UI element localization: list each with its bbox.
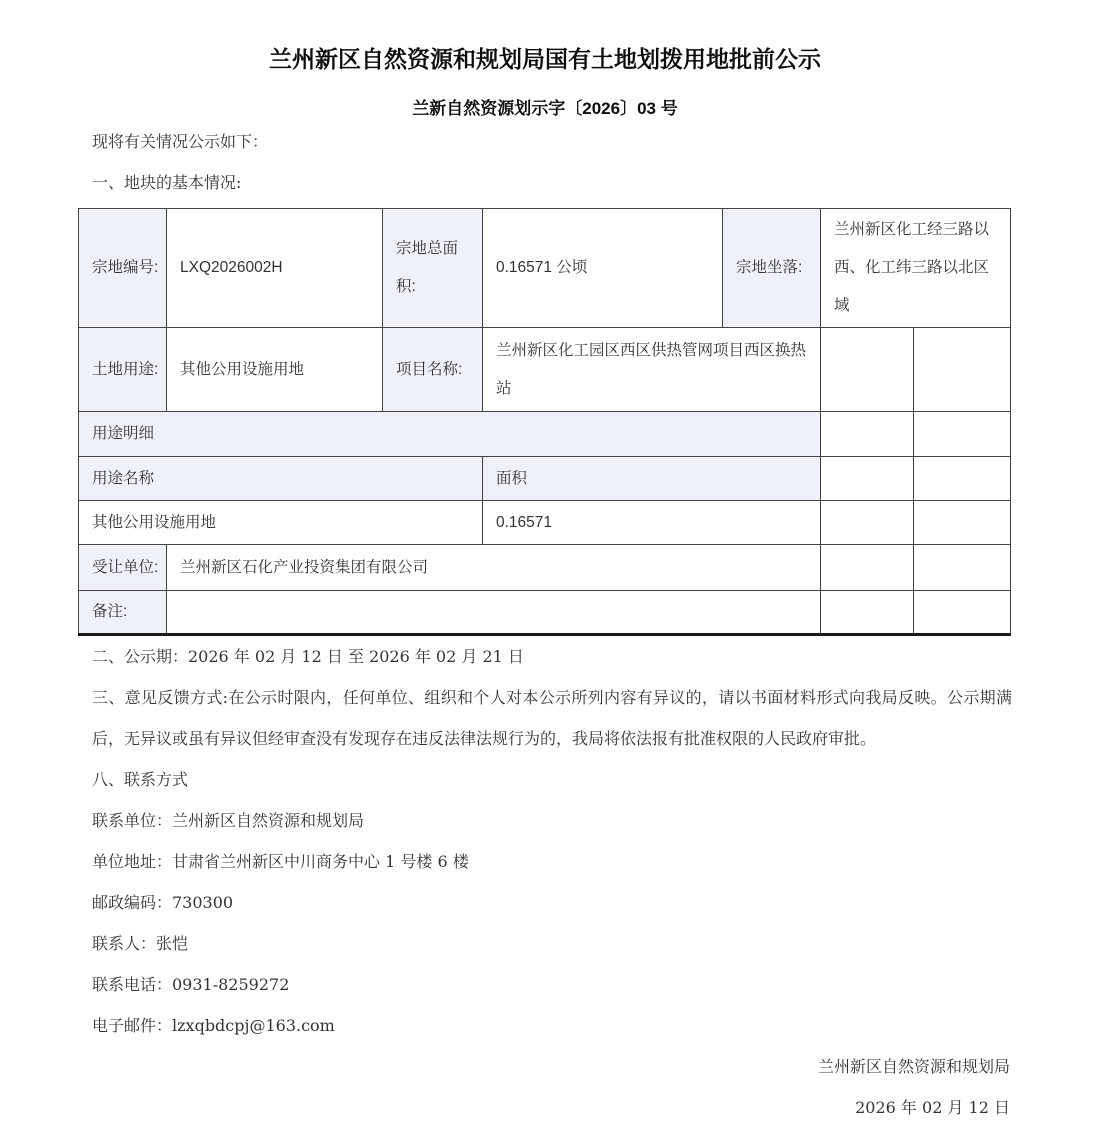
empty-cell — [914, 545, 1011, 591]
postal-code: 邮政编码：730300 — [92, 893, 234, 912]
empty-cell — [914, 591, 1011, 635]
total-area-label-cell: 宗地总面积: — [383, 209, 483, 328]
table-row — [79, 501, 1011, 545]
plot-number-label-cell: 宗地编号: — [79, 209, 167, 328]
grantee-cell: 兰州新区石化产业投资集团有限公司 — [167, 545, 821, 591]
doc-number: 兰新自然资源划示字〔2026〕03 号 — [412, 99, 678, 118]
publicity-period-text: 二、公示期：2026 年 02 月 12 日 至 2026 年 02 月 21 日 — [92, 647, 524, 666]
contact-heading: 八、联系方式 — [92, 770, 189, 789]
empty-cell — [914, 328, 1011, 412]
land-use-label-cell: 土地用途: — [79, 328, 167, 412]
table-row — [79, 591, 1011, 635]
empty-cell — [914, 501, 1011, 545]
land-use-cell: 其他公用设施用地 — [167, 328, 383, 412]
use-detail-header-cell: 用途明细 — [79, 412, 821, 457]
notice-document — [78, 0, 1012, 1128]
empty-cell — [821, 328, 914, 412]
table-row — [79, 545, 1011, 591]
remarks-value-cell — [167, 591, 821, 635]
remarks-label-cell: 备注: — [79, 591, 167, 635]
signature-date: 2026 年 02 月 12 日 — [855, 1098, 1010, 1117]
use-name-value-cell: 其他公用设施用地 — [79, 501, 483, 545]
empty-cell — [914, 457, 1011, 501]
land-info-table — [78, 208, 1011, 636]
empty-cell — [821, 457, 914, 501]
empty-cell — [821, 412, 914, 457]
contact-address: 单位地址：甘肃省兰州新区中川商务中心 1 号楼 6 楼 — [92, 852, 469, 871]
area-value-cell: 0.16571 — [483, 501, 821, 545]
contact-unit: 联系单位：兰州新区自然资源和规划局 — [92, 811, 365, 830]
empty-cell — [914, 412, 1011, 457]
table-row — [79, 328, 1011, 412]
location-cell: 兰州新区化工经三路以西、化工纬三路以北区域 — [821, 209, 1011, 328]
signature-org: 兰州新区自然资源和规划局 — [817, 1057, 1010, 1076]
location-label-cell: 宗地坐落: — [723, 209, 821, 328]
empty-cell — [821, 591, 914, 635]
table-row — [79, 412, 1011, 457]
page-title: 兰州新区自然资源和规划局国有土地划拨用地批前公示 — [269, 46, 821, 72]
table-row — [79, 209, 1011, 328]
area-header-cell: 面积 — [483, 457, 821, 501]
intro-text: 现将有关情况公示如下： — [92, 132, 269, 151]
use-name-header-cell: 用途名称 — [79, 457, 483, 501]
empty-cell — [821, 545, 914, 591]
empty-cell — [821, 501, 914, 545]
grantee-label-cell: 受让单位: — [79, 545, 167, 591]
project-name-label-cell: 项目名称: — [383, 328, 483, 412]
contact-email: 电子邮件：lzxqbdcpj@163.com — [92, 1016, 335, 1035]
plot-number-cell: LXQ2026002H — [167, 209, 383, 328]
total-area-cell: 0.16571 公顷 — [483, 209, 723, 328]
project-name-cell: 兰州新区化工园区西区供热管网项目西区换热站 — [483, 328, 821, 412]
contact-person: 联系人：张恺 — [92, 934, 189, 953]
section-1-heading: 一、地块的基本情况: — [92, 173, 242, 192]
feedback-text: 三、意见反馈方式:在公示时限内，任何单位、组织和个人对本公示所列内容有异议的，请以书面材料形式向我局反映。公示期满后，无异议或虽有异议但经审查没有发现存在违反法律法规行为的，我局将依法报有批准权限的人民政府审批。 — [92, 688, 1012, 748]
contact-phone: 联系电话：0931-8259272 — [92, 975, 290, 994]
table-row — [79, 457, 1011, 501]
